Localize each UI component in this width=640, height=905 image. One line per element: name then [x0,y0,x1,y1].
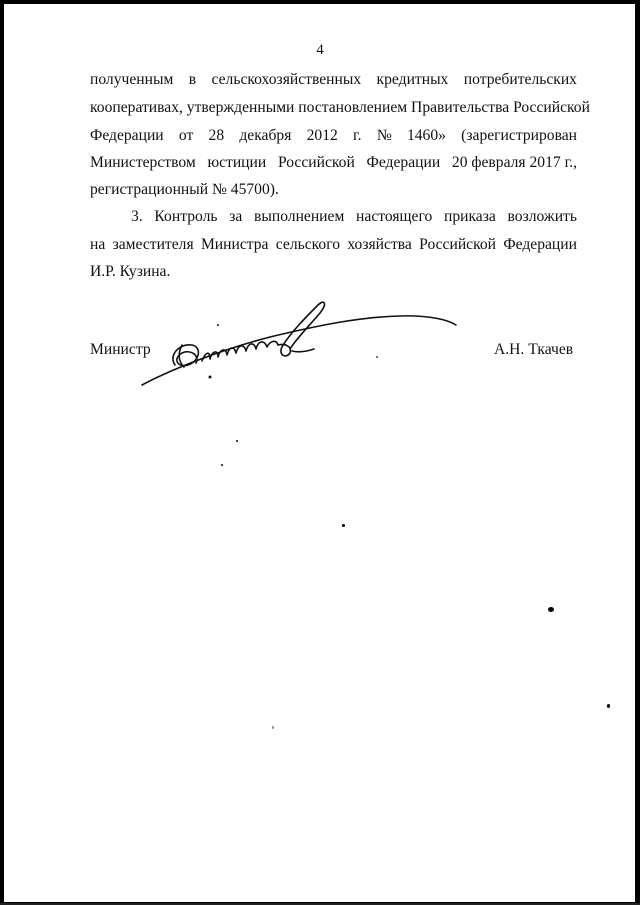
scan-speck [221,464,223,466]
scan-speck [272,726,274,729]
scan-speck [607,704,610,708]
text-line: Министерством юстиции Российской Федерации 20 февраля 2017 г., [90,154,577,171]
scan-speck [548,607,554,612]
text-line: 3. Контроль за выполнением настоящего приказа возложить [131,208,577,225]
page-number: 4 [316,42,324,58]
text-line: полученным в сельскохозяйственных кредитных потребительских [90,71,577,88]
text-line: кооперативах, утвержденными постановлением Правительства Российской [90,99,590,116]
text-line: регистрационный № 45700). [90,181,279,198]
signatory-name: А.Н. Ткачев [494,341,574,358]
text-line: на заместителя Министра сельского хозяйства Российской Федерации [90,236,577,253]
handwritten-signature-icon [130,295,470,395]
scan-speck [236,440,238,442]
text-line: И.Р. Кузина. [90,263,171,280]
text-line: Федерации от 28 декабря 2012 г. № 1460» (зарегистрирован [90,127,577,144]
scan-speck [342,524,345,527]
signatory-position: Министр [90,341,151,358]
